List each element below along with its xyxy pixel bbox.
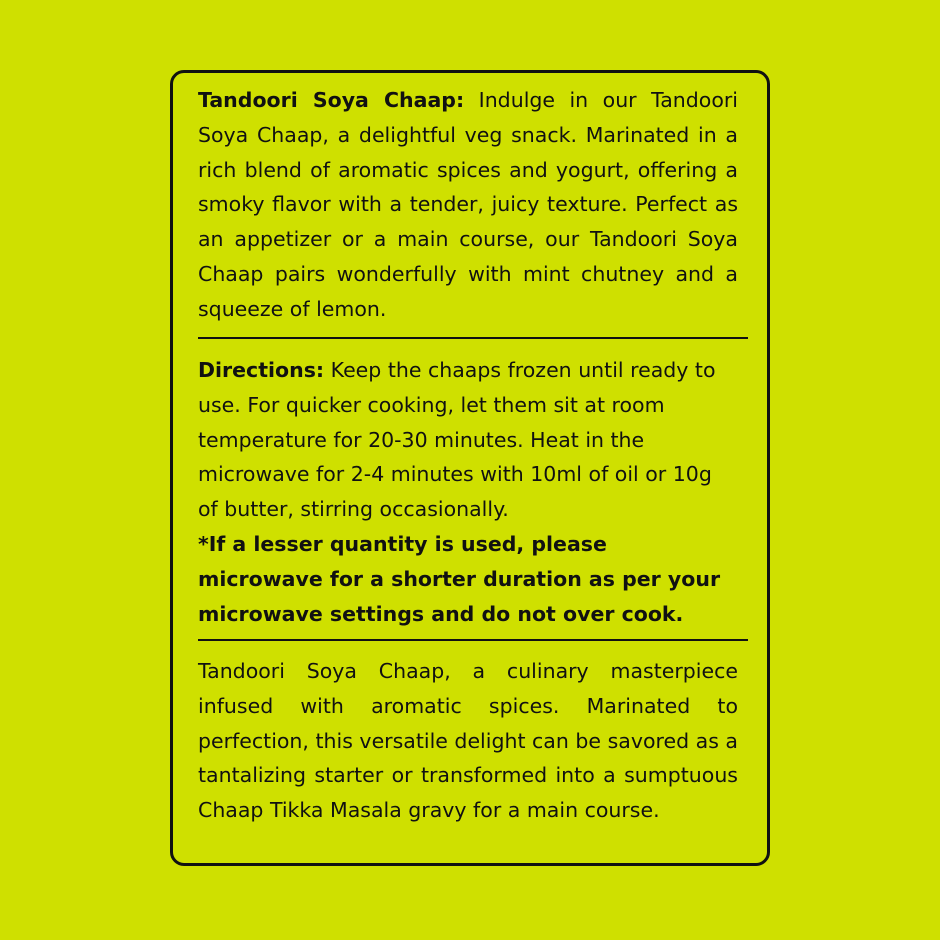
directions-section bbox=[198, 353, 738, 631]
intro-section bbox=[198, 83, 738, 327]
intro-title: Tandoori Soya Chaap: bbox=[198, 88, 465, 112]
section-divider bbox=[198, 337, 748, 339]
directions-text: Keep the chaaps frozen until ready to use. For quicker cooking, let them sit at room temperature for 20-30 minutes. Heat in the microwave for 2-4 minutes with 10ml of oil or 10g of butter, stirring occasionally. bbox=[198, 358, 716, 522]
section-divider bbox=[198, 639, 748, 641]
directions-note: *If a lesser quantity is used, please microwave for a shorter duration as per your microwave settings and do not over cook. bbox=[198, 531, 721, 626]
product-label-panel bbox=[170, 70, 770, 866]
directions-title: Directions: bbox=[198, 358, 325, 382]
description-text: Tandoori Soya Chaap, a culinary masterpiece infused with aromatic spices. Marinated to perfection, this versatile delight can be savored as a tantalizing starter or transformed into a sumptuous Chaap Tikka Masala gravy for a main course. bbox=[198, 659, 738, 823]
description-section bbox=[198, 654, 738, 828]
intro-text: Indulge in our Tandoori Soya Chaap, a delightful veg snack. Marinated in a rich blend of aromatic spices and yogurt, offering a smoky flavor with a tender, juicy texture. Perfect as an appetizer or a main course, our Tandoori Soya Chaap pairs wonderfully with mint chutney and a squeeze of lemon. bbox=[198, 88, 738, 321]
